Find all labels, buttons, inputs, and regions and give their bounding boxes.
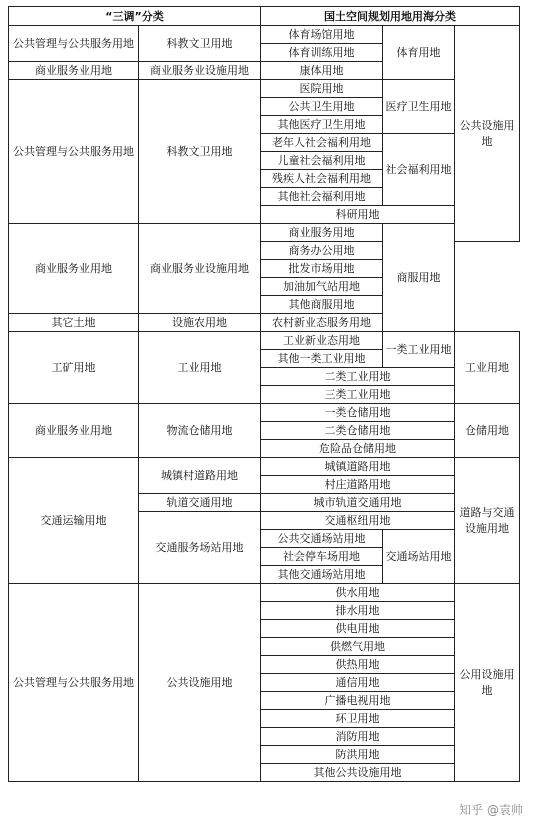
l2-cell: 设施农用地: [139, 314, 261, 332]
r1-cell: 广播电视用地: [261, 692, 455, 710]
l1-cell: 公共管理与公共服务用地: [9, 80, 139, 224]
r1-cell: 一类仓储用地: [261, 404, 455, 422]
r1-cell: 城镇道路用地: [261, 458, 455, 476]
r1-cell: 其他医疗卫生用地: [261, 116, 383, 134]
r2-cell: 一类工业用地: [383, 332, 455, 368]
table-row: [9, 584, 520, 602]
r1-cell: 加油加气站用地: [261, 278, 383, 296]
r1-cell: 公共交通场站用地: [261, 530, 383, 548]
l2-cell: 交通服务场站用地: [139, 512, 261, 584]
table-row: [9, 404, 520, 422]
header-row: [9, 7, 520, 26]
l1-cell: 商业服务业用地: [9, 62, 139, 80]
land-classification-table: [8, 6, 520, 782]
r1-cell: 二类工业用地: [261, 368, 455, 386]
l2-cell: 商业服务业设施用地: [139, 62, 261, 80]
r1-cell: 环卫用地: [261, 710, 455, 728]
l1-cell: 公共管理与公共服务用地: [9, 584, 139, 782]
l1-cell: 工矿用地: [9, 332, 139, 404]
r1-cell: 通信用地: [261, 674, 455, 692]
table-row: [9, 458, 520, 476]
r1-cell: 排水用地: [261, 602, 455, 620]
r3-cell: 仓储用地: [455, 404, 520, 458]
r1-cell: 其他交通场站用地: [261, 566, 383, 584]
r1-cell: 危险品仓储用地: [261, 440, 455, 458]
l1-cell: 商业服务业用地: [9, 404, 139, 458]
r1-cell: 其他社会福利用地: [261, 188, 383, 206]
r1-cell: 其他一类工业用地: [261, 350, 383, 368]
r1-cell: 老年人社会福利用地: [261, 134, 383, 152]
l2-cell: 城镇村道路用地: [139, 458, 261, 494]
l2-cell: 公共设施用地: [139, 584, 261, 782]
r1-cell: 商业服务用地: [261, 224, 383, 242]
zhihu-watermark: 知乎 @袁帅: [459, 803, 523, 817]
r1-cell: 农村新业态服务用地: [261, 314, 383, 332]
r2-cell: 交通场站用地: [383, 530, 455, 584]
table-row: [9, 332, 520, 350]
r1-cell: 防洪用地: [261, 746, 455, 764]
r1-cell: 社会停车场用地: [261, 548, 383, 566]
l2-cell: 科教文卫用地: [139, 26, 261, 62]
l2-cell: 科教文卫用地: [139, 80, 261, 224]
l2-cell: 商业服务业设施用地: [139, 224, 261, 314]
r3-cell: 公用设施用地: [455, 584, 520, 782]
r3-cell: 工业用地: [455, 332, 520, 404]
r1-cell: 工业新业态用地: [261, 332, 383, 350]
table-row: [9, 26, 520, 44]
r1-cell: 医院用地: [261, 80, 383, 98]
r2-cell: 体育用地: [383, 26, 455, 80]
r1-cell: 体育场馆用地: [261, 26, 383, 44]
r3-cell: 公共设施用地: [455, 26, 520, 242]
r2-cell: 商服用地: [383, 224, 455, 332]
r1-cell: 二类仓储用地: [261, 422, 455, 440]
table-row: [9, 224, 520, 242]
l2-cell: 物流仓储用地: [139, 404, 261, 458]
r1-cell: 供热用地: [261, 656, 455, 674]
r2-cell: 医疗卫生用地: [383, 80, 455, 134]
r1-cell: 供水用地: [261, 584, 455, 602]
r1-cell: 其他公共设施用地: [261, 764, 455, 782]
l1-cell: 公共管理与公共服务用地: [9, 26, 139, 62]
header-guotu: 国土空间规划用地用海分类: [261, 7, 520, 26]
r1-cell: 其他商服用地: [261, 296, 383, 314]
r2-cell: 社会福利用地: [383, 134, 455, 206]
header-sandiao: “三调”分类: [9, 7, 261, 26]
l2-cell: 轨道交通用地: [139, 494, 261, 512]
l1-cell: 其它土地: [9, 314, 139, 332]
r1-cell: 村庄道路用地: [261, 476, 455, 494]
r1-cell: 儿童社会福利用地: [261, 152, 383, 170]
r1-cell: 康体用地: [261, 62, 383, 80]
r1-cell: 体育训练用地: [261, 44, 383, 62]
l2-cell: 工业用地: [139, 332, 261, 404]
r1-cell: 科研用地: [261, 206, 455, 224]
table-row: [9, 80, 520, 98]
r1-cell: 残疾人社会福利用地: [261, 170, 383, 188]
r1-cell: 交通枢纽用地: [261, 512, 455, 530]
r1-cell: 消防用地: [261, 728, 455, 746]
r3-cell: 道路与交通设施用地: [455, 458, 520, 584]
r1-cell: 城市轨道交通用地: [261, 494, 455, 512]
r1-cell: 公共卫生用地: [261, 98, 383, 116]
r1-cell: 商务办公用地: [261, 242, 383, 260]
l1-cell: 交通运输用地: [9, 458, 139, 584]
l1-cell: 商业服务业用地: [9, 224, 139, 314]
r1-cell: 供电用地: [261, 620, 455, 638]
r1-cell: 三类工业用地: [261, 386, 455, 404]
r1-cell: 供燃气用地: [261, 638, 455, 656]
r1-cell: 批发市场用地: [261, 260, 383, 278]
